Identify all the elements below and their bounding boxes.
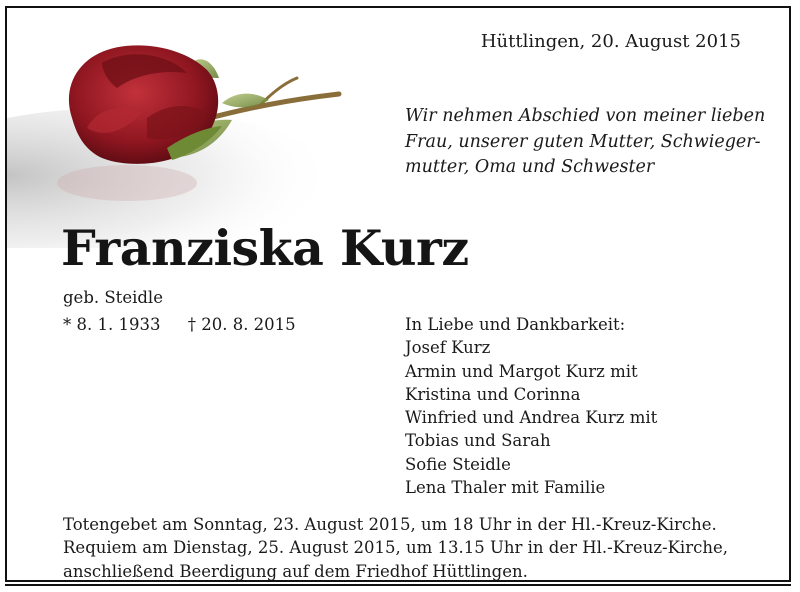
farewell-line: Frau, unserer guten Mutter, Schwieger- [405, 131, 761, 152]
deceased-name: Franziska Kurz [61, 219, 469, 277]
death-date: † 20. 8. 2015 [187, 315, 296, 334]
mourner-line: Sofie Steidle [405, 454, 511, 474]
mourner-line: Josef Kurz [405, 338, 491, 358]
farewell-line: Wir nehmen Abschied von meiner lieben [405, 106, 766, 126]
farewell-message [405, 104, 766, 181]
mourners-intro: In Liebe und Dankbarkeit: [405, 315, 626, 334]
service-details [63, 513, 753, 582]
service-line: Totengebet am Sonntag, 23. August 2015, um 18 Uhr in der Hl.-Kreuz-Kirche. [63, 515, 717, 534]
service-line: anschließend Beerdigung auf dem Friedhof Hüttlingen. [63, 561, 528, 581]
birth-date: * 8. 1. 1933 [63, 315, 161, 334]
mourner-line: Armin und Margot Kurz mit [405, 361, 638, 381]
mourner-line: Winfried und Andrea Kurz mit [405, 408, 658, 428]
service-line: Requiem am Dienstag, 25. August 2015, um 13.15 Uhr in der Hl.-Kreuz-Kirche, [63, 538, 728, 558]
mourner-line: Lena Thaler mit Familie [405, 478, 606, 498]
mourner-line: Kristina und Corinna [405, 384, 581, 404]
farewell-line: mutter, Oma und Schwester [405, 157, 655, 177]
bottom-rule [5, 584, 791, 586]
mourners-list [405, 313, 657, 499]
red-rose-icon [7, 8, 347, 248]
place-and-date: Hüttlingen, 20. August 2015 [480, 31, 741, 52]
life-dates [63, 313, 296, 337]
birth-name: geb. Steidle [63, 288, 163, 307]
mourner-line: Tobias und Sarah [405, 431, 551, 451]
obituary-frame [5, 6, 791, 582]
